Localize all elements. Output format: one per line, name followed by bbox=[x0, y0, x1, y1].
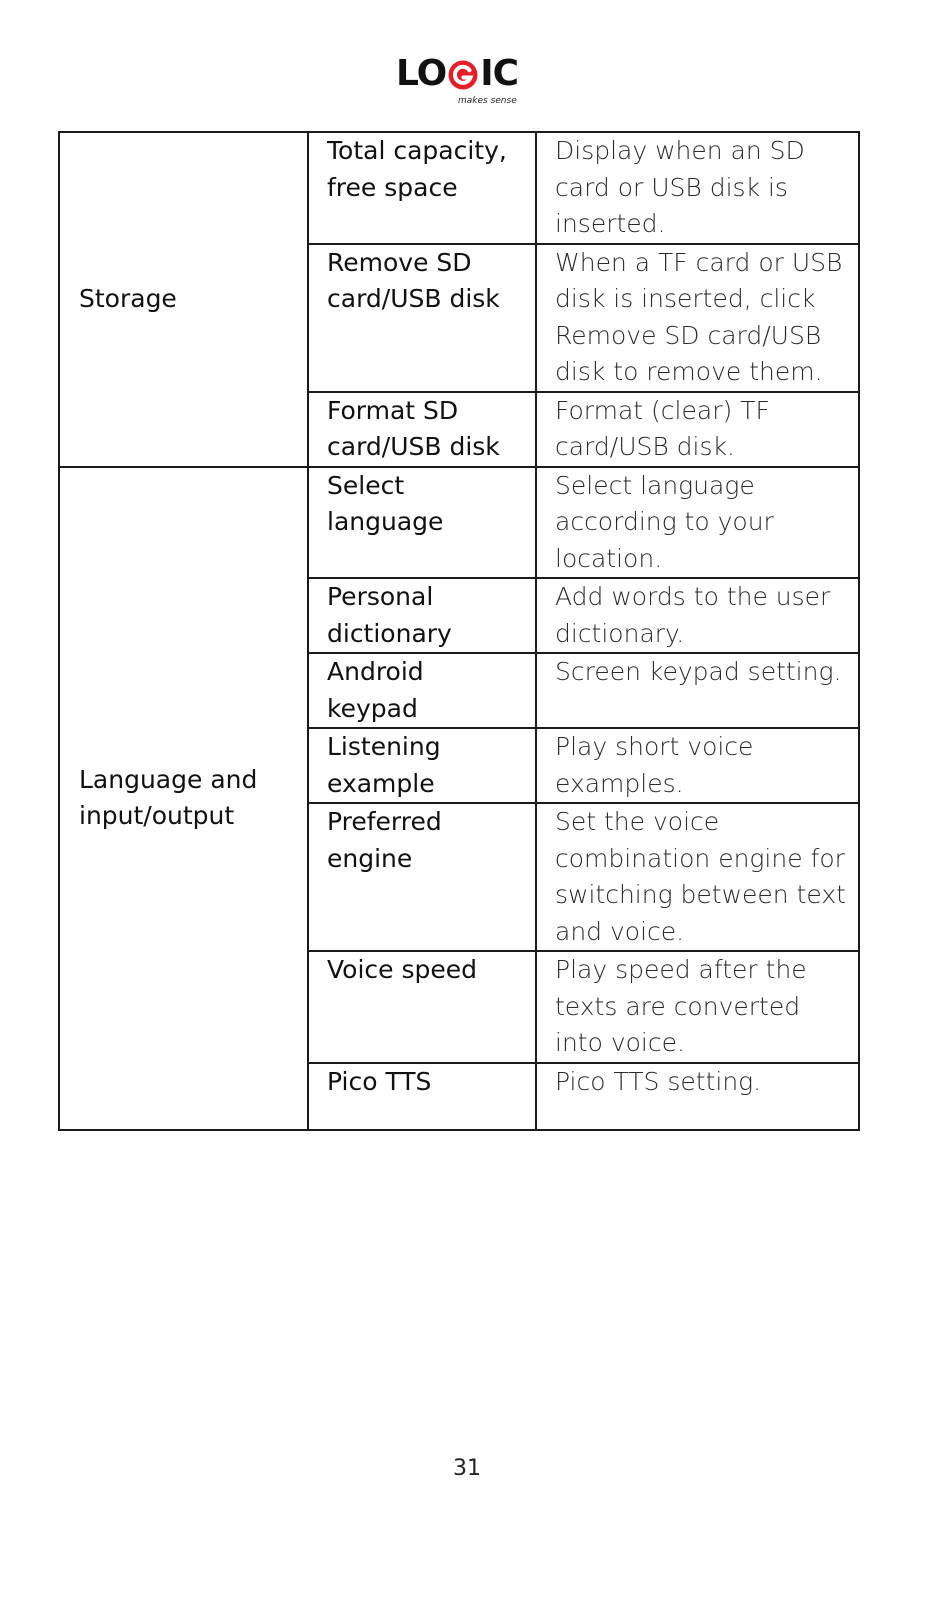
description-cell: Format (clear) TF card/USB disk. bbox=[536, 392, 859, 467]
description-cell: Screen keypad setting. bbox=[536, 653, 859, 728]
description-cell: Pico TTS setting. bbox=[536, 1063, 859, 1130]
category-cell-language: Language and input/output bbox=[59, 467, 308, 1130]
item-cell: Preferred engine bbox=[308, 803, 536, 951]
logo-text-right: IC bbox=[480, 53, 519, 94]
logo-g-icon bbox=[447, 58, 479, 92]
table-row bbox=[59, 132, 859, 244]
description-cell: Add words to the user dictionary. bbox=[536, 578, 859, 653]
item-cell: Remove SD card/USB disk bbox=[308, 244, 536, 392]
settings-table bbox=[58, 131, 860, 1131]
item-cell: Pico TTS bbox=[308, 1063, 536, 1130]
table-row bbox=[59, 467, 859, 579]
item-cell: Voice speed bbox=[308, 951, 536, 1063]
item-cell: Listening example bbox=[308, 728, 536, 803]
description-cell: Play speed after the texts are converted into voice. bbox=[536, 951, 859, 1063]
item-cell: Personal dictionary bbox=[308, 578, 536, 653]
logo-wordmark bbox=[396, 52, 518, 96]
description-cell: Select language according to your location. bbox=[536, 467, 859, 579]
item-cell: Format SD card/USB disk bbox=[308, 392, 536, 467]
description-cell: When a TF card or USB disk is inserted, click Remove SD card/USB disk to remove them. bbox=[536, 244, 859, 392]
page-number: 31 bbox=[453, 1456, 481, 1481]
description-cell: Display when an SD card or USB disk is inserted. bbox=[536, 132, 859, 244]
description-cell: Play short voice examples. bbox=[536, 728, 859, 803]
item-cell: Total capacity, free space bbox=[308, 132, 536, 244]
item-cell: Select language bbox=[308, 467, 536, 579]
category-cell-storage: Storage bbox=[59, 132, 308, 467]
logo-text-left: LO bbox=[396, 53, 447, 94]
brand-logo bbox=[396, 52, 526, 112]
description-cell: Set the voice combination engine for switching between text and voice. bbox=[536, 803, 859, 951]
logo-tagline: makes sense bbox=[458, 96, 517, 106]
item-cell: Android keypad bbox=[308, 653, 536, 728]
